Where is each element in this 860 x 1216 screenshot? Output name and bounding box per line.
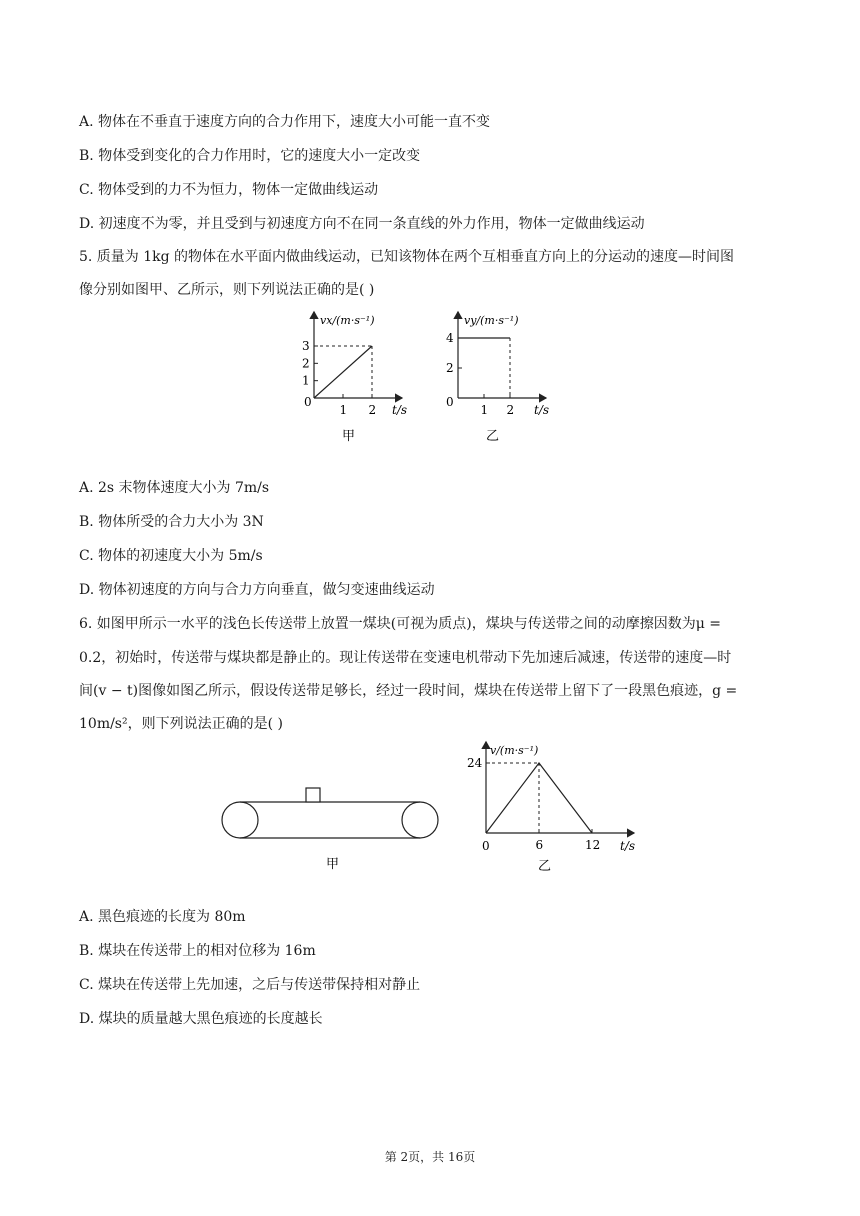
q5-option-d: D. 物体初速度的方向与合力方向垂直，做匀变速曲线运动 [79, 582, 435, 598]
figure-5-yi-chart [424, 308, 564, 450]
figure-caption: 乙 [486, 429, 500, 444]
conveyor-belt-diagram [218, 784, 448, 880]
origin-label: 0 [482, 839, 490, 853]
q6-option-d: D. 煤块的质量越大黑色痕迹的长度越长 [79, 1011, 323, 1027]
q6-stem-line4: 10m/s²，则下列说法正确的是( ) [79, 716, 283, 732]
y-tick-label: 4 [446, 331, 454, 345]
q5-option-a: A. 2s 末物体速度大小为 7m/s [79, 480, 270, 496]
y-tick-label: 2 [302, 356, 310, 371]
y-axis-label: vy/(m·s⁻¹) [464, 314, 519, 327]
figure-caption: 乙 [538, 859, 552, 874]
right-roller [402, 802, 438, 838]
figure-6-yi [460, 738, 650, 882]
origin-label: 0 [304, 395, 312, 409]
x-tick-label: 2 [368, 403, 377, 417]
page-footer: 第 2页，共 16页 [384, 1150, 476, 1164]
origin-label: 0 [446, 395, 454, 409]
q6-option-a: A. 黑色痕迹的长度为 80m [79, 909, 246, 925]
q5-option-b: B. 物体所受的合力大小为 3N [79, 514, 264, 530]
q4-option-c: C. 物体受到的力不为恒力，物体一定做曲线运动 [79, 182, 379, 198]
figure-6-jia [218, 784, 448, 884]
x-axis-label: t/s [620, 839, 636, 853]
x-tick-label: 1 [480, 403, 489, 417]
q6-option-c: C. 煤块在传送带上先加速，之后与传送带保持相对静止 [79, 977, 421, 993]
figure-caption: 甲 [326, 857, 340, 872]
q5-stem-line2: 像分别如图甲、乙所示，则下列说法正确的是( ) [79, 282, 375, 298]
q6-stem-line2: 0.2，初始时，传送带与煤块都是静止的。现让传送带在变速电机带动下先加速后减速，传送带的速度—时 [79, 650, 732, 666]
x-axis-label: t/s [534, 403, 550, 417]
figure-5-yi [424, 308, 564, 454]
q6-option-b: B. 煤块在传送带上的相对位移为 16m [79, 943, 316, 959]
figure-5-jia [282, 308, 422, 454]
q4-option-a: A. 物体在不垂直于速度方向的合力作用下，速度大小可能一直不变 [79, 114, 491, 130]
x-axis-label: t/s [392, 403, 408, 417]
left-roller [222, 802, 258, 838]
y-tick-label: 24 [467, 756, 483, 770]
y-tick-label: 1 [302, 373, 310, 388]
q6-stem-line3: 间(v − t)图像如图乙所示，假设传送带足够长，经过一段时间，煤块在传送带上留下了一段黑色痕迹，g = [79, 683, 738, 699]
series-line [486, 763, 592, 833]
x-tick-label: 2 [506, 403, 515, 417]
q4-option-d: D. 初速度不为零，并且受到与初速度方向不在同一条直线的外力作用，物体一定做曲线运动 [79, 216, 645, 232]
q4-option-b: B. 物体受到变化的合力作用时，它的速度大小一定改变 [79, 148, 421, 164]
figure-5-jia-chart [282, 308, 422, 450]
q6-stem-line1: 6. 如图甲所示一水平的浅色长传送带上放置一煤块(可视为质点)，煤块与传送带之间的动摩擦因数为μ = [79, 616, 722, 632]
x-tick-label: 1 [339, 403, 348, 417]
figure-6-yi-chart [460, 738, 650, 878]
y-axis-label: v/(m·s⁻¹) [490, 744, 539, 757]
y-axis-label: vx/(m·s⁻¹) [320, 314, 375, 327]
series-line [314, 346, 372, 398]
q5-stem-line1: 5. 质量为 1kg 的物体在水平面内做曲线运动，已知该物体在两个互相垂直方向上的分运动的速度—时间图 [79, 249, 735, 265]
x-tick-label: 6 [535, 838, 544, 852]
q5-option-c: C. 物体的初速度大小为 5m/s [79, 548, 263, 564]
coal-block [306, 788, 320, 802]
x-tick-label: 12 [585, 838, 601, 852]
figure-caption: 甲 [342, 429, 356, 444]
y-tick-label: 3 [302, 339, 310, 353]
y-tick-label: 2 [446, 361, 454, 375]
